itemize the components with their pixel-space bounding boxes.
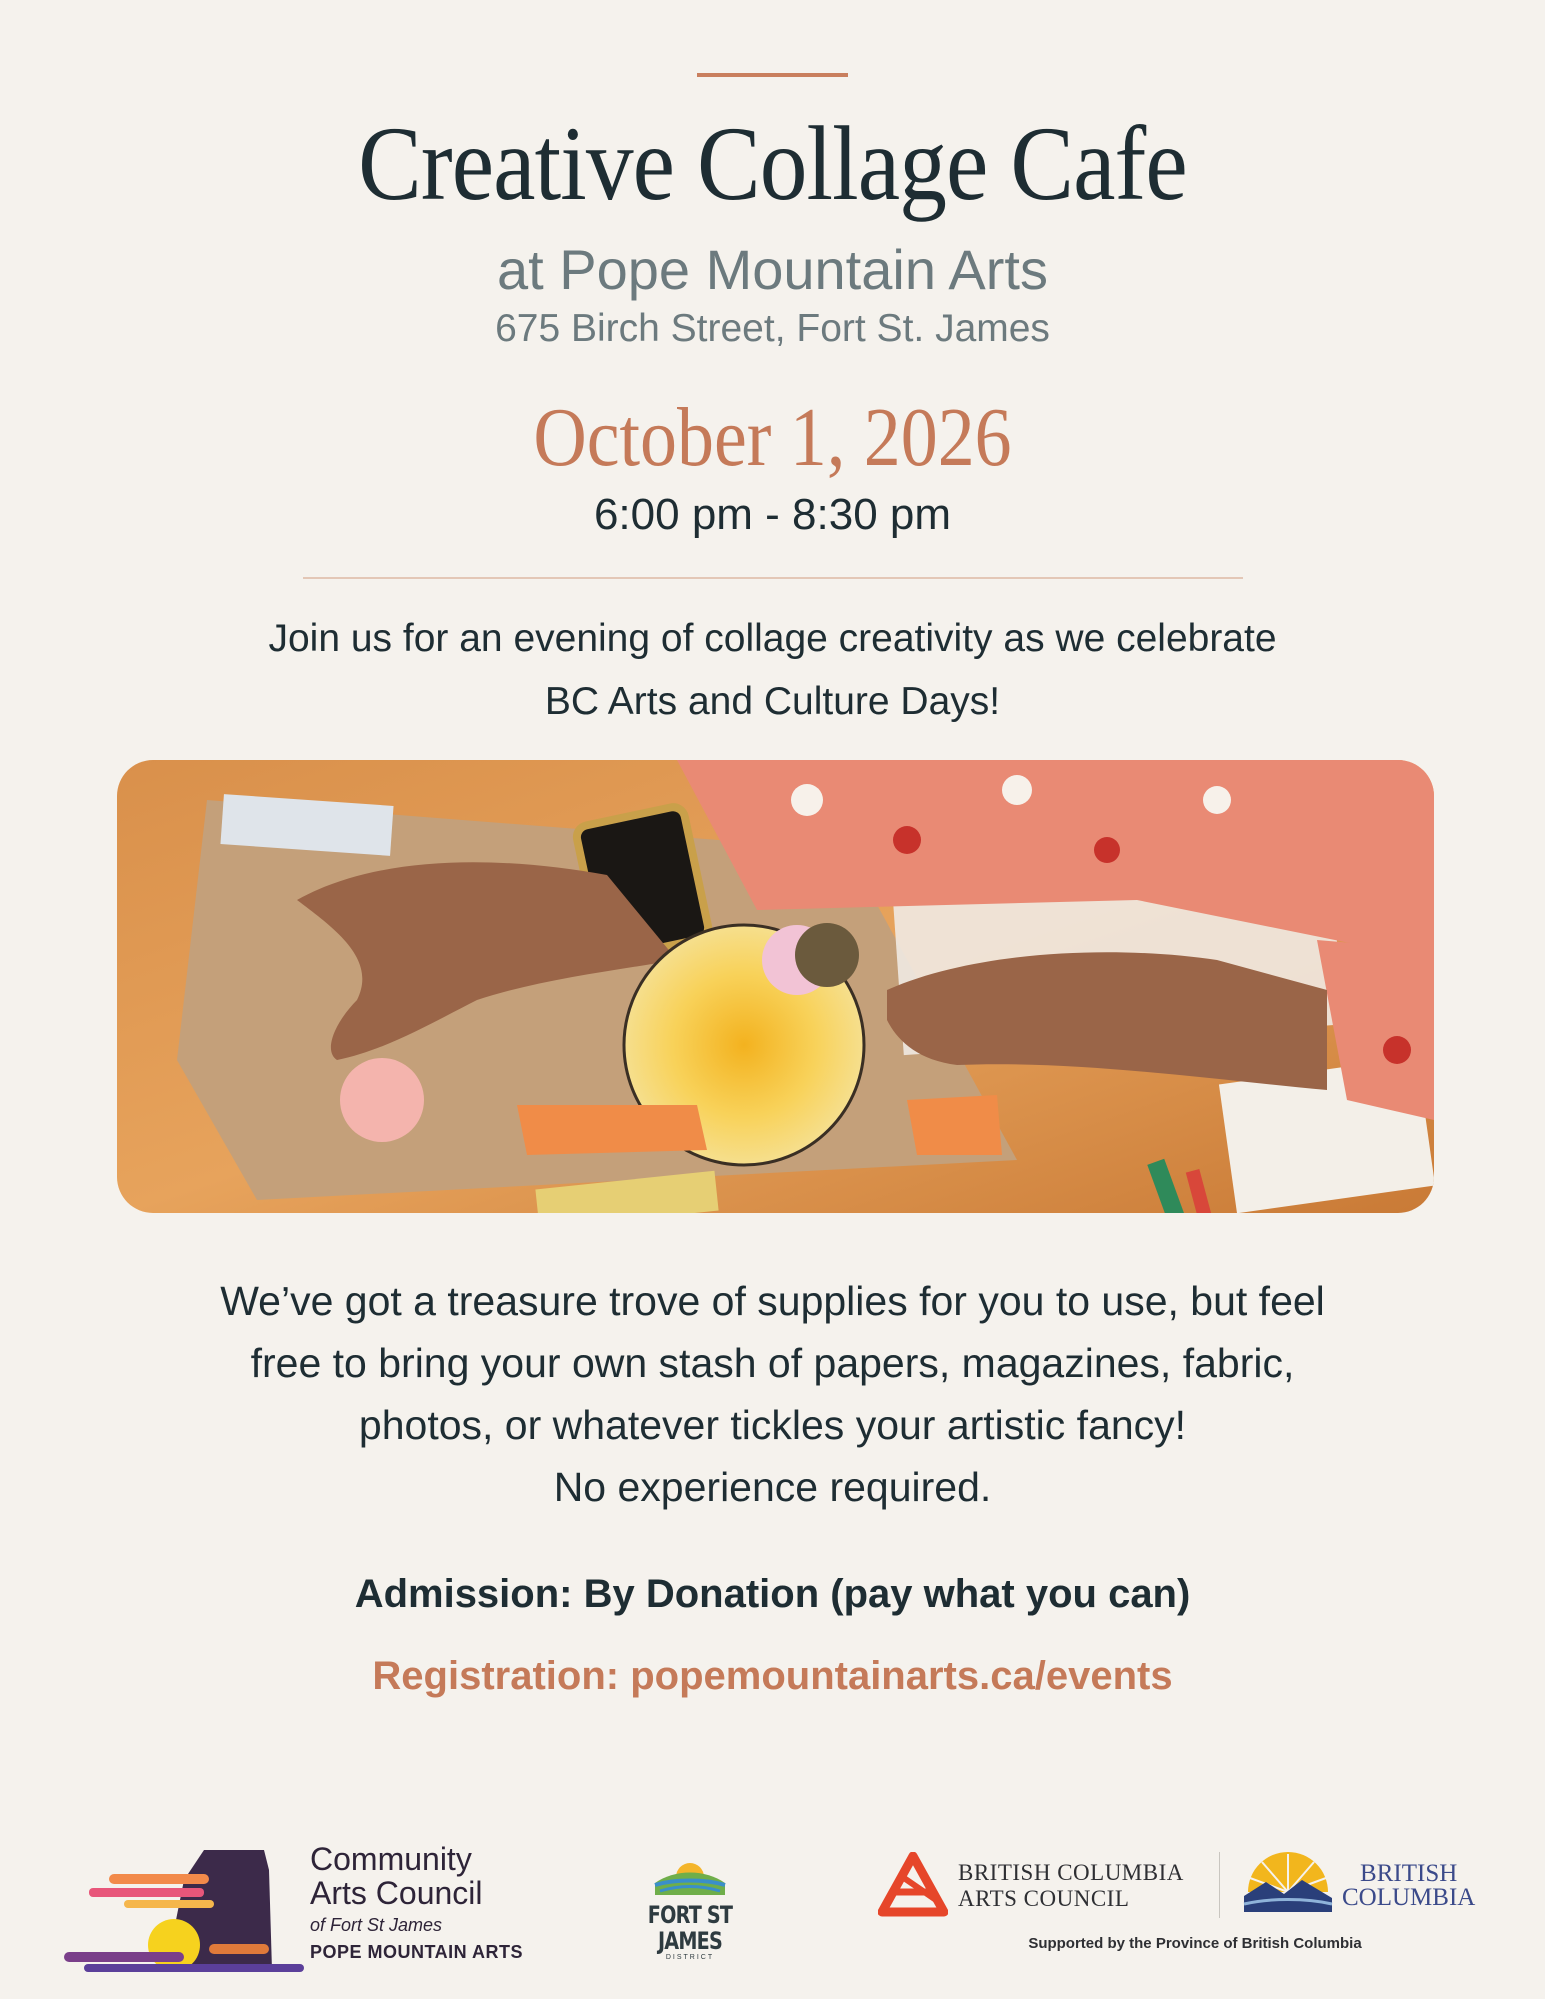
cac-location: of Fort St James [310,1915,443,1935]
top-accent-rule [697,73,848,77]
bc-name-line: COLUMBIA [1342,1884,1476,1911]
details-text [0,1270,1545,1518]
british-columbia-logo [1240,1848,1485,1928]
fort-st-james-logo [620,1855,760,1961]
admission-info: Admission: By Donation (pay what you can) [354,1572,1191,1616]
fort-st-james-sub: DISTRICT [665,1954,715,1961]
collage-photo [117,760,1434,1213]
intro-line: BC Arts and Culture Days! [544,680,1001,723]
intro-line: Join us for an evening of collage creativity as we celebrate [268,617,1277,660]
section-divider [303,577,1243,579]
details-line: photos, or whatever tickles your artistic fancy! [358,1402,1187,1448]
cac-name-line: Community [310,1841,472,1877]
intro-text [0,607,1545,733]
event-title: Creative Collage Cafe [358,105,1187,222]
logo-divider [1219,1852,1220,1918]
cac-name-line: Arts Council [310,1875,483,1911]
fort-st-james-name: FORT ST JAMES [647,1901,733,1955]
bc-name-line: BRITISH [1360,1860,1458,1887]
mountain-sunset-icon [64,1840,304,1980]
details-line: We’ve got a treasure trove of supplies for you to use, but feel [220,1278,1325,1324]
bc-arts-council-logo [878,1850,1218,1930]
bcac-name-line: BRITISH COLUMBIA [958,1860,1184,1885]
event-address: 675 Birch Street, Fort St. James [495,307,1050,350]
sun-water-icon [650,1855,730,1895]
registration-link[interactable]: Registration: popemountainarts.ca/events [372,1654,1173,1698]
bc-sun-mountains-icon [1240,1852,1336,1916]
supported-by-text: Supported by the Province of British Columbia [1028,1935,1362,1952]
details-line: No experience required. [553,1464,992,1510]
event-time: 6:00 pm - 8:30 pm [593,490,952,539]
bcac-emblem-icon [878,1852,948,1918]
bcac-name-line: ARTS COUNCIL [958,1886,1130,1911]
event-date: October 1, 2026 [533,391,1012,484]
details-line: free to bring your own stash of papers, magazines, fabric, [250,1340,1295,1386]
cac-subbrand: POPE MOUNTAIN ARTS [310,1942,524,1962]
community-arts-council-logo [64,1840,534,1980]
event-venue: at Pope Mountain Arts [496,238,1048,301]
